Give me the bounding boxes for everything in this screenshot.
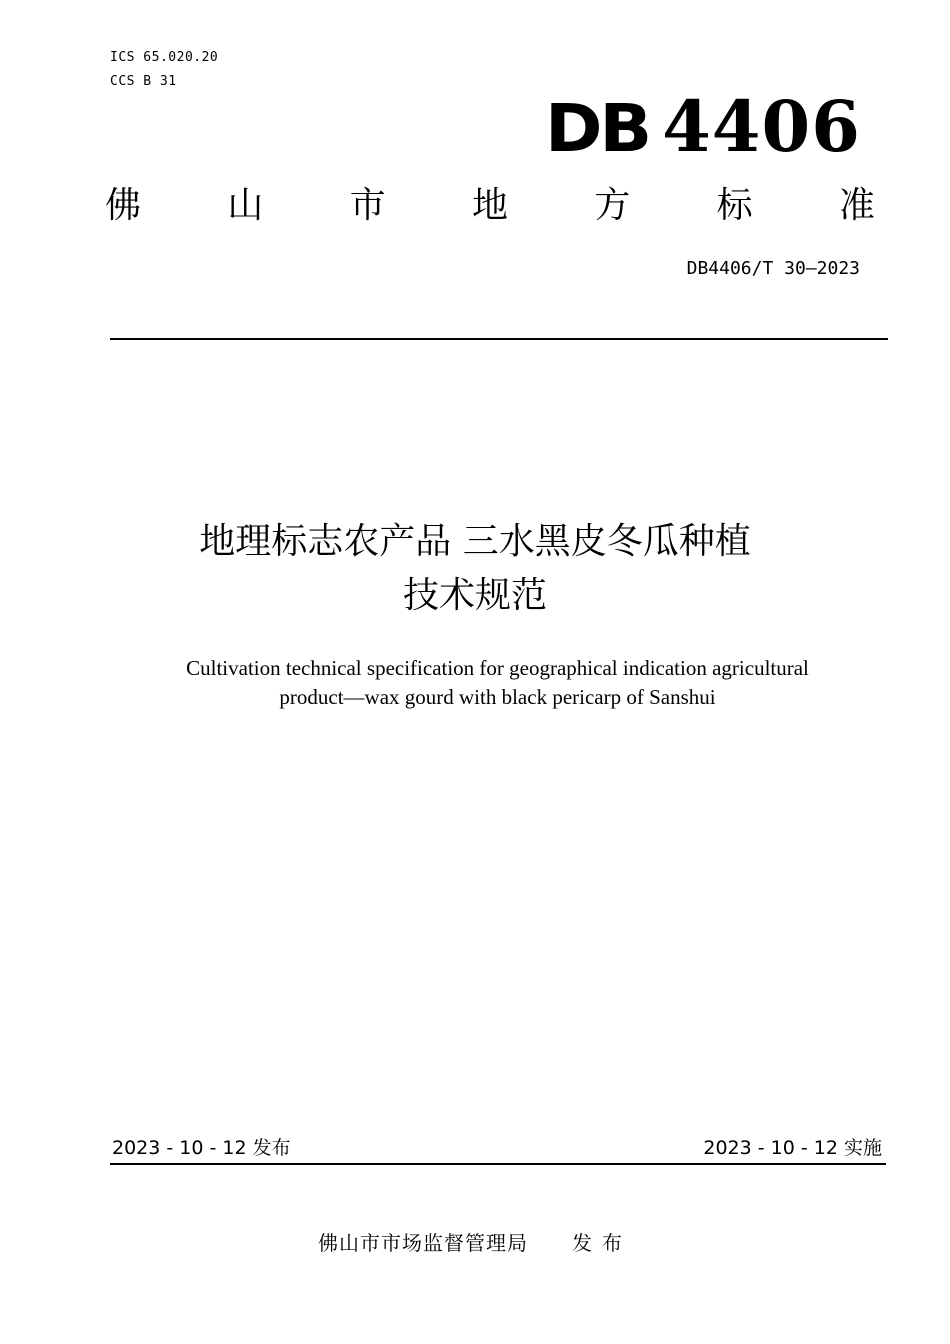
bottom-divider [110, 1163, 886, 1165]
english-title-line-2: product—wax gourd with black pericarp of Sanshui [279, 685, 716, 709]
chinese-title [0, 515, 950, 623]
publisher-line [0, 1227, 950, 1256]
standard-type-char: 地 [471, 185, 508, 226]
standard-type-heading [105, 180, 875, 232]
standard-type-char: 方 [594, 185, 631, 226]
standard-number: DB4406/T 30—2023 [686, 258, 860, 279]
issue-date: 2023 - 10 - 12 发布 [112, 1137, 291, 1159]
standard-type-char: 标 [716, 185, 753, 226]
db-logo-letters: DB [545, 90, 650, 167]
ccs-code: CCS B 31 [110, 74, 177, 89]
english-title-line-1: Cultivation technical specification for geographical indication agricultural [186, 656, 809, 680]
english-title [0, 654, 950, 712]
db-logo [545, 85, 865, 172]
standard-type-char: 市 [349, 185, 386, 226]
ics-code: ICS 65.020.20 [110, 50, 219, 65]
top-divider [110, 338, 888, 340]
chinese-title-line-1: 地理标志农产品 三水黑皮冬瓜种植 [199, 521, 751, 562]
standard-type-char: 准 [838, 185, 875, 226]
standard-type-char: 佛 [105, 185, 142, 226]
db-logo-number: 4406 [662, 85, 861, 168]
chinese-title-line-2: 技术规范 [402, 575, 547, 616]
standard-type-char: 山 [227, 185, 264, 226]
publisher-name: 佛山市市场监督管理局 [318, 1231, 528, 1255]
implementation-date: 2023 - 10 - 12 实施 [703, 1137, 882, 1159]
publisher-action: 发布 [572, 1231, 632, 1255]
